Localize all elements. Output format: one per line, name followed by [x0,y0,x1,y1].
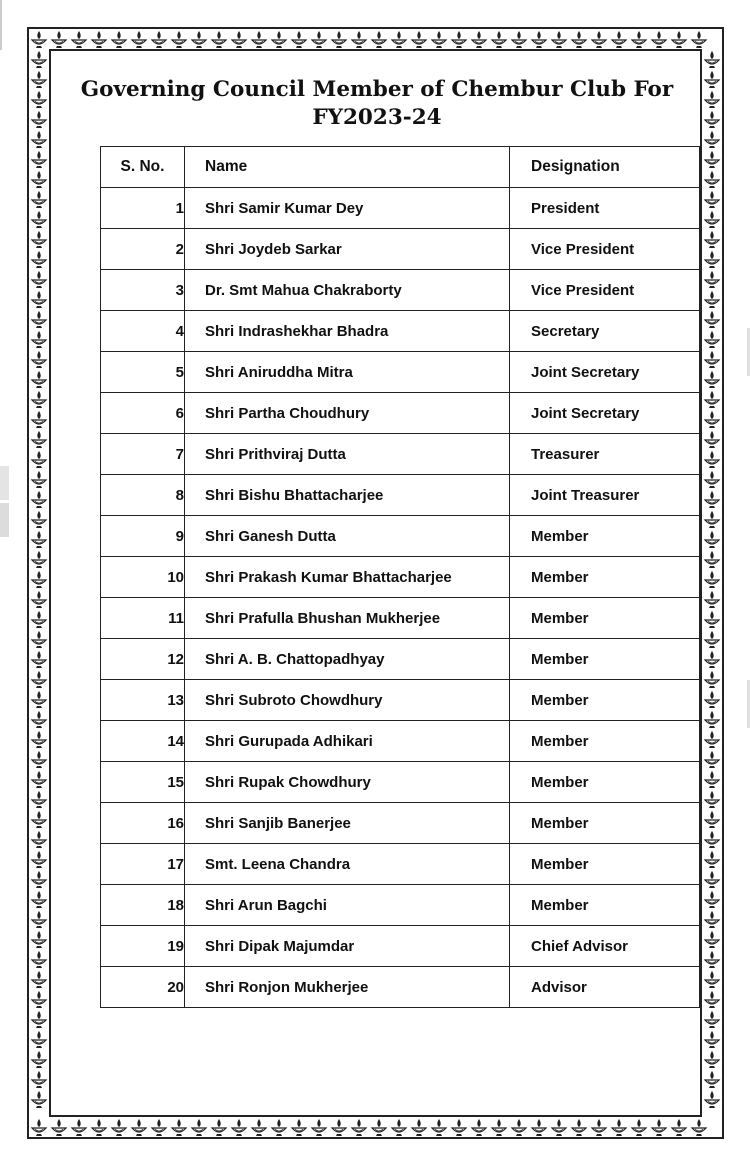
diya-lamp-icon [192,1119,206,1136]
diya-lamp-icon [172,1119,186,1136]
table-row [101,803,700,844]
cell-name: Shri Prithviraj Dutta [185,434,510,475]
cell-designation: Member [510,516,700,557]
cell-name: Shri Subroto Chowdhury [185,680,510,721]
cell-sno: 19 [101,926,185,967]
diya-lamp-icon [672,31,686,48]
cell-name: Shri A. B. Chattopadhyay [185,639,510,680]
diya-lamp-icon [705,531,719,548]
cell-designation: Member [510,721,700,762]
diya-lamp-icon [705,231,719,248]
table-row [101,188,700,229]
diya-lamp-icon [705,1071,719,1088]
diya-lamp-icon [32,1071,46,1088]
table-row [101,393,700,434]
diya-lamp-icon [592,31,606,48]
diya-lamp-icon [705,131,719,148]
cell-sno: 7 [101,434,185,475]
diya-lamp-icon [132,31,146,48]
diya-lamp-icon [32,391,46,408]
diya-lamp-icon [32,351,46,368]
cell-designation: Joint Treasurer [510,475,700,516]
diya-lamp-icon [132,1119,146,1136]
diya-lamp-icon [32,211,46,228]
page-edge-tab [0,503,9,537]
diya-lamp-icon [32,831,46,848]
cell-name: Shri Prafulla Bhushan Mukherjee [185,598,510,639]
diya-lamp-icon [32,951,46,968]
cell-designation: Member [510,803,700,844]
diya-lamp-icon [705,451,719,468]
diya-lamp-icon [632,31,646,48]
cell-designation: Joint Secretary [510,352,700,393]
diya-lamp-icon [32,291,46,308]
diya-lamp-icon [705,551,719,568]
diya-lamp-icon [705,971,719,988]
diya-lamp-icon [32,971,46,988]
page-edge-tab [0,466,9,500]
cell-designation: Vice President [510,270,700,311]
cell-name: Shri Sanjib Banerjee [185,803,510,844]
diya-lamp-icon [705,151,719,168]
diya-lamp-icon [32,1091,46,1108]
diya-lamp-icon [72,1119,86,1136]
diya-lamp-icon [705,351,719,368]
diya-lamp-icon [32,111,46,128]
cell-designation: Vice President [510,229,700,270]
diya-lamp-icon [32,571,46,588]
diya-lamp-icon [292,31,306,48]
cell-sno: 12 [101,639,185,680]
diya-lamp-icon [32,751,46,768]
table-row [101,885,700,926]
cell-designation: Chief Advisor [510,926,700,967]
diya-lamp-icon [492,31,506,48]
diya-lamp-icon [352,1119,366,1136]
diya-lamp-icon [32,631,46,648]
cell-name: Shri Rupak Chowdhury [185,762,510,803]
page-edge-line [0,0,2,50]
table-row [101,270,700,311]
cell-sno: 5 [101,352,185,393]
diya-lamp-icon [705,171,719,188]
diya-lamp-icon [705,271,719,288]
diya-lamp-icon [152,31,166,48]
table-row [101,475,700,516]
diya-lamp-icon [705,191,719,208]
diya-lamp-icon [705,71,719,88]
diya-lamp-icon [32,491,46,508]
diya-lamp-icon [705,791,719,808]
cell-name: Shri Bishu Bhattacharjee [185,475,510,516]
diya-lamp-icon [705,951,719,968]
cell-designation: Member [510,762,700,803]
diya-lamp-icon [32,811,46,828]
diya-lamp-icon [705,891,719,908]
table-row [101,762,700,803]
cell-sno: 8 [101,475,185,516]
diya-lamp-icon [32,991,46,1008]
diya-lamp-icon [705,491,719,508]
diya-lamp-icon [272,31,286,48]
diya-lamp-icon [32,611,46,628]
diya-lamp-icon [705,411,719,428]
cell-sno: 3 [101,270,185,311]
table-header-row [101,147,700,188]
table-row [101,434,700,475]
cell-sno: 20 [101,967,185,1008]
cell-sno: 1 [101,188,185,229]
diya-lamp-icon [372,31,386,48]
diya-lamp-icon [372,1119,386,1136]
cell-sno: 10 [101,557,185,598]
diya-lamp-icon [705,1031,719,1048]
table-row [101,557,700,598]
cell-name: Shri Ganesh Dutta [185,516,510,557]
cell-sno: 13 [101,680,185,721]
cell-designation: Joint Secretary [510,393,700,434]
council-members-table [100,146,700,1008]
diya-lamp-icon [705,471,719,488]
cell-name: Shri Samir Kumar Dey [185,188,510,229]
diya-lamp-icon [705,691,719,708]
diya-lamp-icon [232,31,246,48]
cell-sno: 16 [101,803,185,844]
diya-lamp-icon [705,771,719,788]
cell-name: Dr. Smt Mahua Chakraborty [185,270,510,311]
diya-lamp-icon [612,1119,626,1136]
diya-lamp-icon [32,331,46,348]
cell-designation: Treasurer [510,434,700,475]
cell-sno: 6 [101,393,185,434]
diya-lamp-icon [452,31,466,48]
diya-lamp-icon [705,371,719,388]
diya-lamp-icon [705,991,719,1008]
cell-designation: President [510,188,700,229]
diya-lamp-icon [552,31,566,48]
cell-name: Shri Ronjon Mukherjee [185,967,510,1008]
diya-lamp-icon [705,211,719,228]
cell-name: Shri Gurupada Adhikari [185,721,510,762]
table-row [101,639,700,680]
diya-lamp-icon [32,91,46,108]
diya-lamp-icon [112,1119,126,1136]
diya-lamp-icon [705,931,719,948]
diya-lamp-icon [32,471,46,488]
diya-lamp-icon [52,31,66,48]
diya-lamp-icon [72,31,86,48]
cell-sno: 15 [101,762,185,803]
diya-lamp-icon [412,31,426,48]
diya-lamp-icon [32,651,46,668]
diya-lamp-icon [492,1119,506,1136]
table-row [101,352,700,393]
diya-lamp-icon [232,1119,246,1136]
diya-lamp-icon [32,31,46,48]
diya-lamp-icon [452,1119,466,1136]
page-title: Governing Council Member of Chembur Club For FY2023-24 [80,77,674,130]
diya-lamp-icon [705,1091,719,1108]
cell-name: Shri Prakash Kumar Bhattacharjee [185,557,510,598]
diya-lamp-icon [32,51,46,68]
diya-lamp-icon [92,1119,106,1136]
diya-lamp-icon [652,1119,666,1136]
diya-lamp-icon [705,831,719,848]
diya-lamp-icon [705,611,719,628]
cell-designation: Member [510,680,700,721]
diya-lamp-icon [705,431,719,448]
table-row [101,311,700,352]
diya-lamp-icon [705,591,719,608]
diya-lamp-icon [705,1011,719,1028]
diya-lamp-icon [32,191,46,208]
diya-lamp-icon [32,891,46,908]
diya-lamp-icon [32,431,46,448]
column-header-sno: S. No. [101,147,185,188]
diya-lamp-icon [692,31,706,48]
diya-lamp-icon [705,51,719,68]
diya-lamp-icon [705,251,719,268]
diya-lamp-icon [412,1119,426,1136]
column-header-name: Name [185,147,510,188]
cell-sno: 2 [101,229,185,270]
diya-lamp-icon [392,1119,406,1136]
cell-sno: 17 [101,844,185,885]
diya-lamp-icon [705,851,719,868]
diya-lamp-icon [705,911,719,928]
diya-lamp-icon [572,31,586,48]
diya-lamp-icon [32,71,46,88]
diya-lamp-icon [532,1119,546,1136]
diya-lamp-icon [705,671,719,688]
table-row [101,516,700,557]
diya-lamp-icon [705,91,719,108]
diya-lamp-icon [32,1119,46,1136]
column-header-designation: Designation [510,147,700,188]
diya-lamp-icon [252,1119,266,1136]
diya-lamp-icon [672,1119,686,1136]
diya-lamp-icon [32,371,46,388]
diya-lamp-icon [212,31,226,48]
cell-name: Shri Aniruddha Mitra [185,352,510,393]
diya-lamp-icon [32,1051,46,1068]
diya-lamp-icon [592,1119,606,1136]
cell-sno: 9 [101,516,185,557]
diya-lamp-icon [332,1119,346,1136]
diya-lamp-icon [92,31,106,48]
cell-designation: Member [510,639,700,680]
cell-sno: 14 [101,721,185,762]
diya-lamp-icon [32,411,46,428]
diya-lamp-icon [652,31,666,48]
diya-lamp-icon [392,31,406,48]
cell-name: Smt. Leena Chandra [185,844,510,885]
diya-lamp-icon [32,1011,46,1028]
table-row [101,926,700,967]
cell-name: Shri Arun Bagchi [185,885,510,926]
diya-lamp-icon [612,31,626,48]
diya-lamp-icon [512,31,526,48]
table-row [101,721,700,762]
diya-lamp-icon [32,251,46,268]
cell-designation: Secretary [510,311,700,352]
diya-lamp-icon [32,551,46,568]
diya-lamp-icon [32,711,46,728]
diya-lamp-icon [705,311,719,328]
diya-lamp-icon [692,1119,706,1136]
diya-lamp-icon [152,1119,166,1136]
cell-name: Shri Joydeb Sarkar [185,229,510,270]
diya-lamp-icon [705,751,719,768]
diya-lamp-icon [705,811,719,828]
table-row [101,680,700,721]
diya-lamp-icon [32,591,46,608]
diya-lamp-icon [705,331,719,348]
diya-lamp-icon [705,1051,719,1068]
diya-lamp-icon [32,171,46,188]
table-row [101,967,700,1008]
diya-lamp-icon [512,1119,526,1136]
diya-lamp-icon [32,931,46,948]
diya-lamp-icon [312,31,326,48]
diya-lamp-icon [432,1119,446,1136]
cell-name: Shri Dipak Majumdar [185,926,510,967]
diya-lamp-icon [32,871,46,888]
cell-designation: Member [510,598,700,639]
diya-lamp-icon [252,31,266,48]
diya-lamp-icon [52,1119,66,1136]
diya-lamp-icon [32,791,46,808]
cell-designation: Member [510,557,700,598]
diya-lamp-icon [32,851,46,868]
diya-lamp-icon [632,1119,646,1136]
diya-lamp-icon [472,1119,486,1136]
diya-lamp-icon [572,1119,586,1136]
table-row [101,844,700,885]
diya-lamp-icon [32,1031,46,1048]
diya-lamp-icon [552,1119,566,1136]
diya-lamp-icon [705,391,719,408]
diya-lamp-icon [32,131,46,148]
diya-lamp-icon [172,31,186,48]
diya-lamp-icon [705,111,719,128]
diya-lamp-icon [292,1119,306,1136]
diya-lamp-icon [705,571,719,588]
cell-sno: 18 [101,885,185,926]
diya-lamp-icon [705,731,719,748]
diya-lamp-icon [32,531,46,548]
cell-designation: Member [510,885,700,926]
cell-designation: Member [510,844,700,885]
diya-lamp-icon [32,311,46,328]
diya-lamp-icon [352,31,366,48]
diya-lamp-icon [32,691,46,708]
diya-lamp-icon [272,1119,286,1136]
diya-lamp-icon [312,1119,326,1136]
diya-lamp-icon [705,711,719,728]
cell-designation: Advisor [510,967,700,1008]
table-row [101,598,700,639]
diya-lamp-icon [705,511,719,528]
diya-lamp-icon [432,31,446,48]
diya-lamp-icon [32,151,46,168]
diya-lamp-icon [32,671,46,688]
diya-lamp-icon [532,31,546,48]
diya-lamp-icon [332,31,346,48]
diya-lamp-icon [472,31,486,48]
cell-sno: 4 [101,311,185,352]
cell-name: Shri Indrashekhar Bhadra [185,311,510,352]
diya-lamp-icon [705,651,719,668]
diya-lamp-icon [705,631,719,648]
diya-lamp-icon [32,771,46,788]
diya-lamp-icon [705,291,719,308]
diya-lamp-icon [212,1119,226,1136]
diya-lamp-icon [32,451,46,468]
table-row [101,229,700,270]
diya-lamp-icon [705,871,719,888]
cell-sno: 11 [101,598,185,639]
diya-lamp-icon [32,731,46,748]
diya-lamp-icon [32,271,46,288]
cell-name: Shri Partha Choudhury [185,393,510,434]
diya-lamp-icon [112,31,126,48]
diya-lamp-icon [32,911,46,928]
diya-lamp-icon [32,511,46,528]
diya-lamp-icon [32,231,46,248]
diya-lamp-icon [192,31,206,48]
